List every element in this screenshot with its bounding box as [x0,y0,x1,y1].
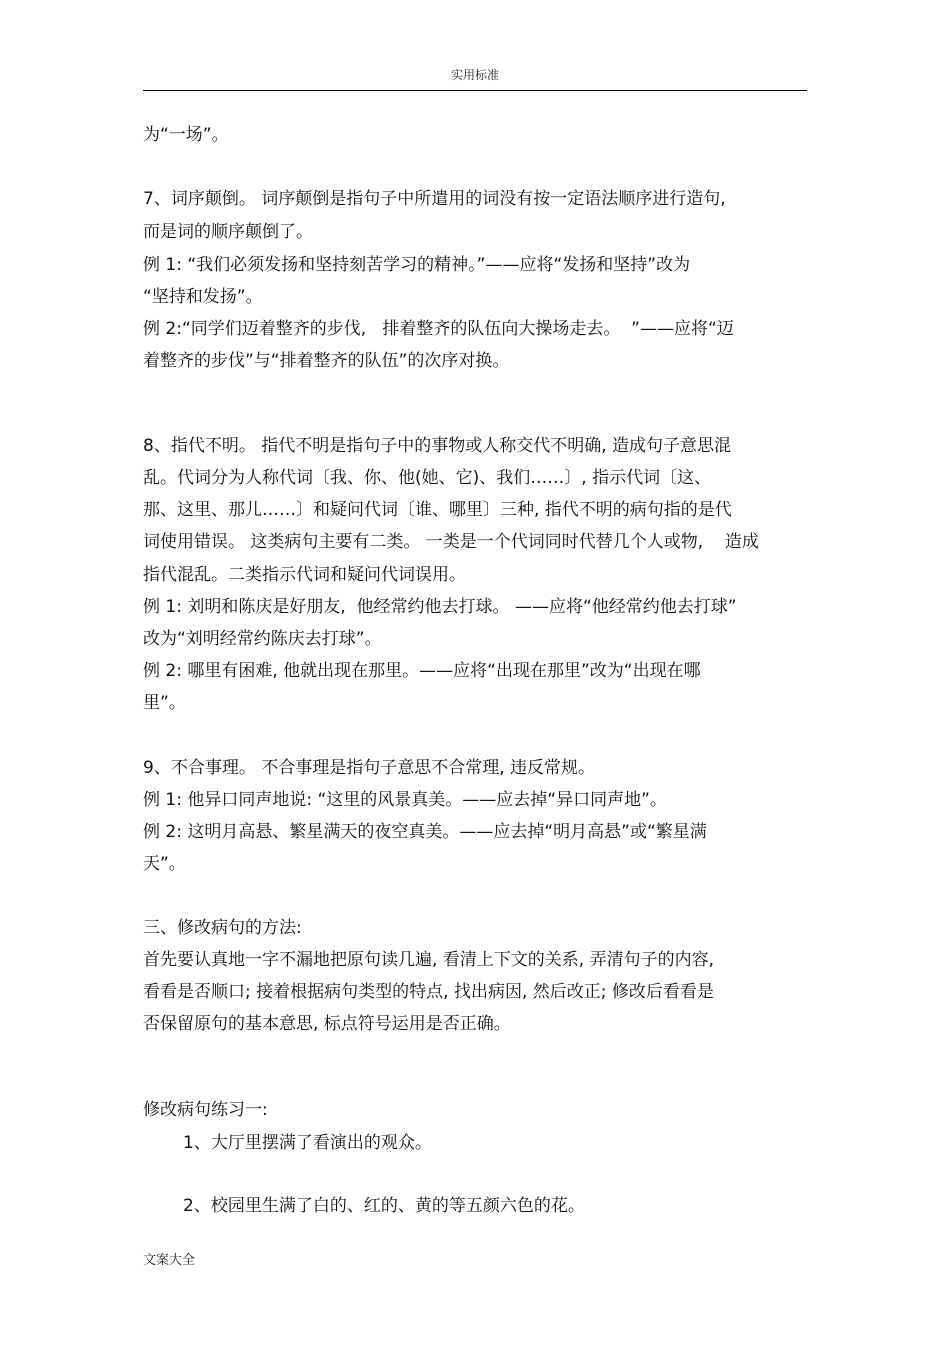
text-line: 9、不合事理。 不合事理是指句子意思不合常理, 违反常规。 [143,758,596,778]
page-header: 实用标准 [450,68,499,82]
text-line: 指代混乱。二类指示代词和疑问代词误用。 [143,565,466,585]
text-line: 首先要认真地一字不漏地把原句读几遍, 看清上下文的关系, 弄清句子的内容, [143,950,715,970]
text-line: 例 2:“同学们迈着整齐的步伐, 排着整齐的队伍向大操场走去。 ”——应将“迈 [143,319,734,339]
text-line: 为“一场”。 [143,125,229,145]
exercise-heading: 修改病句练习一: [143,1100,268,1120]
text-line: 7、词序颠倒。 词序颠倒是指句子中所遣用的词没有按一定语法顺序进行造句, [143,189,726,209]
header-divider [143,90,807,91]
text-line: 着整齐的步伐”与“排着整齐的队伍”的次序对换。 [143,351,510,371]
text-line: 例 2: 哪里有困难, 他就出现在那里。——应将“出现在那里”改为“出现在哪 [143,661,701,681]
text-line: 改为“刘明经常约陈庆去打球”。 [143,629,382,649]
text-line: 天”。 [143,854,186,874]
text-line: 里”。 [143,693,186,713]
text-line: 乱。代词分为人称代词〔我、你、他(她、它)、我们……〕, 指示代词〔这、 [143,468,712,488]
text-line: 例 1: 他异口同声地说: “这里的风景真美。——应去掉“异口同声地”。 [143,790,667,810]
text-line: 例 1: 刘明和陈庆是好朋友, 他经常约他去打球。 ——应将“他经常约他去打球” [143,597,737,617]
text-line: 例 2: 这明月高悬、繁星满天的夜空真美。——应去掉“明月高悬”或“繁星满 [143,822,707,842]
text-line: 那、这里、那儿……〕和疑问代词〔谁、哪里〕三种, 指代不明的病句指的是代 [143,500,732,520]
page-footer: 文案大全 [143,1253,196,1268]
exercise-item: 2、校园里生满了白的、红的、黄的等五颜六色的花。 [183,1196,585,1216]
text-line: “坚持和发扬”。 [143,287,263,307]
text-line: 否保留原句的基本意思, 标点符号运用是否正确。 [143,1014,511,1034]
text-line: 例 1: “我们必须发扬和坚持刻苦学习的精神。”——应将“发扬和坚持”改为 [143,255,691,275]
section-heading: 三、修改病句的方法: [143,918,302,938]
text-line: 8、指代不明。 指代不明是指句子中的事物或人称交代不明确, 造成句子意思混 [143,436,732,456]
text-line: 看看是否顺口; 接着根据病句类型的特点, 找出病因, 然后改正; 修改后看看是 [143,982,714,1002]
exercise-item: 1、大厅里摆满了看演出的观众。 [183,1133,432,1153]
text-line: 词使用错误。 这类病句主要有二类。 一类是一个代词同时代替几个人或物, 造成 [143,532,759,552]
text-line: 而是词的顺序颠倒了。 [143,222,313,242]
